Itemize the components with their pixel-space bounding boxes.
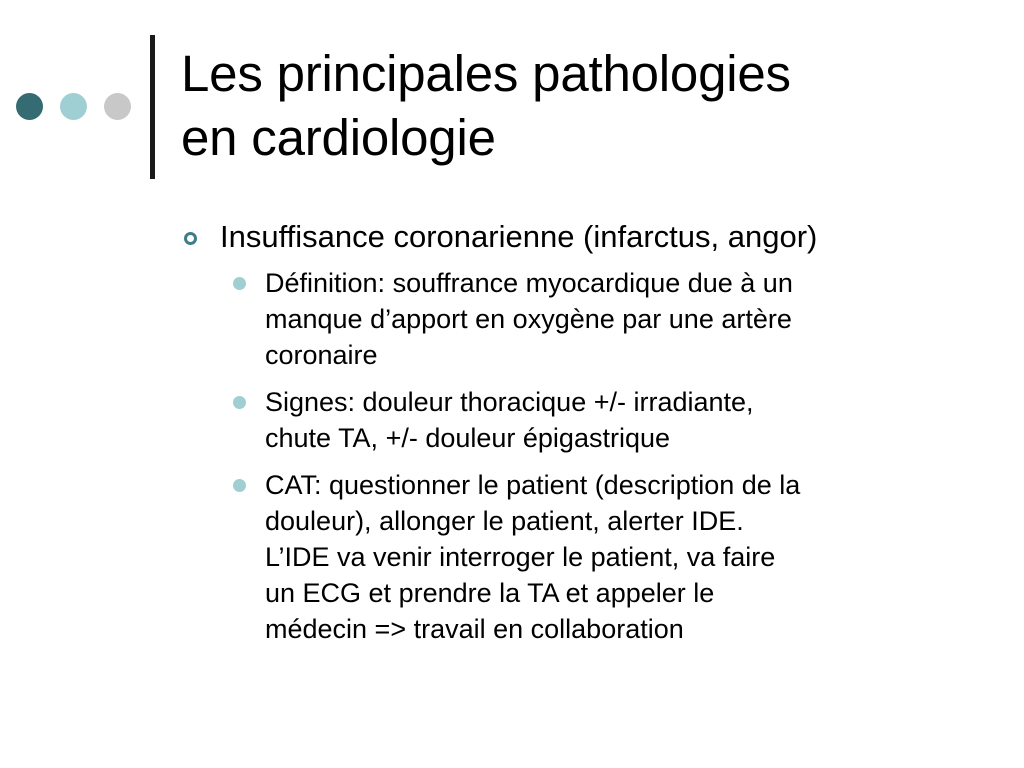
sub-bullet-line: manque d’apport en oxygène par une artère xyxy=(265,304,792,334)
sub-bullet-line: Définition: souffrance myocardique due à un xyxy=(265,268,793,298)
ring-bullet-icon xyxy=(184,232,197,245)
bullet-item xyxy=(181,217,971,257)
dot-bullet-icon xyxy=(233,479,246,492)
slide-title-line: Les principales pathologies xyxy=(181,45,791,102)
sub-bullet-signes xyxy=(226,384,971,456)
sub-bullet-line: douleur), allonger le patient, alerter IDE. xyxy=(265,506,744,536)
title-divider xyxy=(150,35,155,179)
slide-title xyxy=(181,42,1001,170)
dot-bullet-icon xyxy=(233,396,246,409)
decorative-dots xyxy=(16,93,136,121)
sub-bullet-definition xyxy=(226,265,971,373)
grey-dot xyxy=(104,93,131,120)
sub-bullet-line: CAT: questionner le patient (description de la xyxy=(265,470,801,500)
dark-teal-dot xyxy=(16,93,43,120)
sub-bullet-line: Signes: douleur thoracique +/- irradiante, xyxy=(265,387,754,417)
bullet-text: Insuffisance coronarienne (infarctus, angor) xyxy=(220,219,818,254)
slide-body xyxy=(181,217,971,658)
sub-bullet-cat xyxy=(226,467,971,647)
light-teal-dot xyxy=(60,93,87,120)
sub-bullet-line: chute TA, +/- douleur épigastrique xyxy=(265,423,670,453)
sub-bullet-list xyxy=(181,265,971,647)
slide-title-line: en cardiologie xyxy=(181,109,496,166)
sub-bullet-line: médecin => travail en collaboration xyxy=(265,614,684,644)
sub-bullet-line: coronaire xyxy=(265,340,378,370)
sub-bullet-line: un ECG et prendre la TA et appeler le xyxy=(265,578,715,608)
sub-bullet-line: L’IDE va venir interroger le patient, va faire xyxy=(265,542,776,572)
dot-bullet-icon xyxy=(233,277,246,290)
